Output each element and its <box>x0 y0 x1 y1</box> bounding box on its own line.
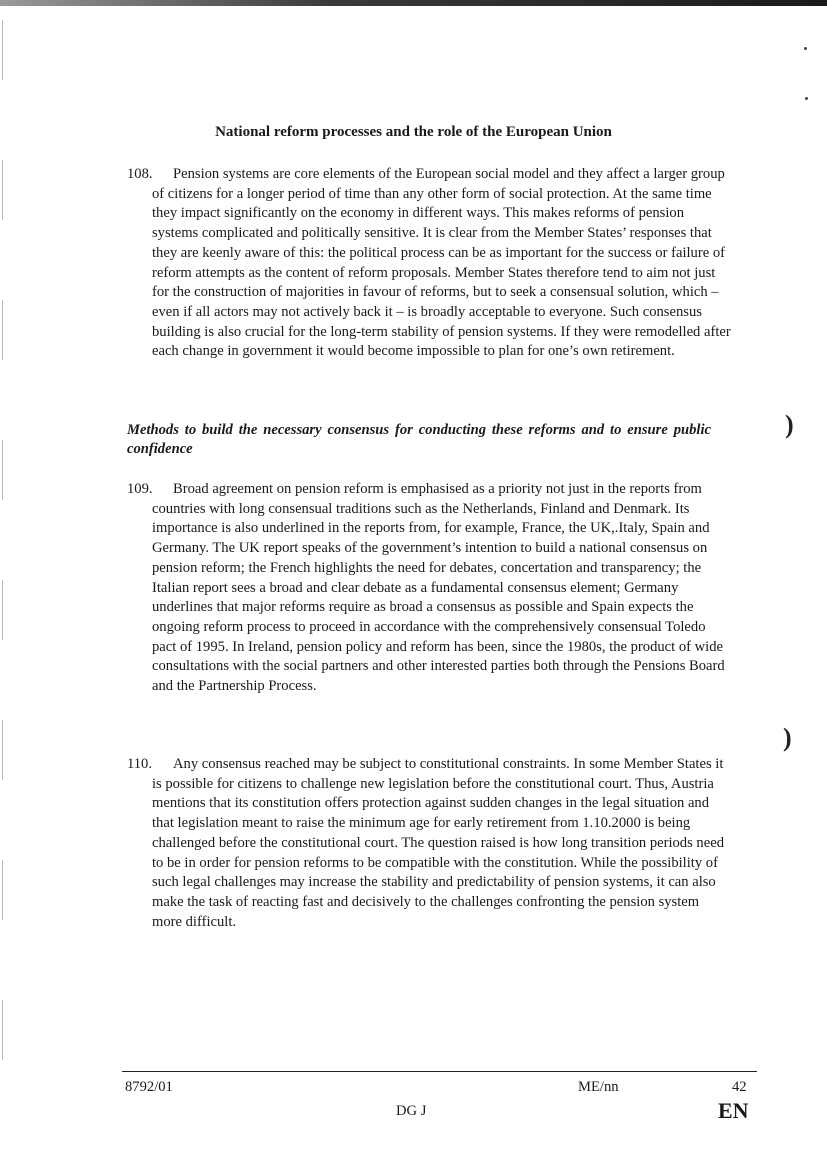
footer-initials: ME/nn <box>578 1079 619 1095</box>
paragraph-108 <box>127 165 732 362</box>
section-heading: National reform processes and the role of the European Union <box>215 124 612 140</box>
paragraph-110 <box>127 755 732 932</box>
paragraph-number: 110. <box>127 756 152 772</box>
paragraph-text: Any consensus reached may be subject to constitutional constraints. In some Member States it is possible for citizens to challenge new legislation before the constitutional court. Thus, Austria mentions that its constitution offers protection against sudden changes in the legal situation and that legislation meant to raise the minimum age for early retirement from 1.10.2000 is being challenged before the constitutional court. The question raised is how long transition periods need to be in order for pension reforms to be compatible with the constitution. While the possibility of such legal challenges may increase the stability and predictability of pension systems, it can also make the task of reacting fast and decisively to the challenges confronting the pension system more difficult. <box>152 756 724 930</box>
scan-left-edge <box>2 20 3 1080</box>
scan-speck <box>804 47 807 50</box>
paragraph-109 <box>127 480 732 697</box>
footer-page-number: 42 <box>732 1079 747 1095</box>
paragraph-number: 109. <box>127 481 153 497</box>
footer-language-code: EN <box>718 1098 749 1123</box>
binding-hole-mark: ) <box>783 723 792 752</box>
footer-directorate: DG J <box>396 1103 427 1119</box>
subsection-heading: Methods to build the necessary consensus for conducting these reforms and to ensure public confidence <box>127 422 711 457</box>
paragraph-text: Pension systems are core elements of the European social model and they affect a larger group of citizens for a longer period of time than any other form of social protection. At the same time they impact significantly on the economy in different ways. This makes reforms of pension systems complicated and politically sensitive. It is clear from the Member States’ responses that they are keenly aware of this: the political process can be as important for the success or failure of reform attempts as the content of reform proposals. Member States therefore tend to aim not just for the construction of majorities in favour of reforms, but to seek a consensual solution, which – even if all actors may not actively back it – is broadly acceptable to everyone. Such consensus building is also crucial for the long-term stability of pension systems. If they were remodelled after each change in government it would become impossible to plan for one’s own retirement. <box>152 166 731 360</box>
binding-hole-mark: ) <box>785 410 794 439</box>
paragraph-number: 108. <box>127 166 153 182</box>
footer-doc-number: 8792/01 <box>125 1079 173 1095</box>
paragraph-text: Broad agreement on pension reform is emphasised as a priority not just in the reports from countries with long consensual traditions such as the Netherlands, Finland and Denmark. Its importance is also underlined in the reports from, for example, France, the UK,.Italy, Spain and Germany. The UK report speaks of the government’s intention to build a national consensus on pension reform; the French highlights the need for debates, concertation and transparency; the Italian report sees a broad and clear debate as a fundamental consensus element; Germany underlines that major reforms require as broad a consensus as possible and Spain expects the ongoing reform process to proceed in accordance with the comprehensively consensual Toledo pact of 1995. In Ireland, pension policy and reform has been, since the 1980s, the product of wide consultations with the social partners and other interested parties both through the Pensions Board and the Partnership Process. <box>152 481 725 695</box>
scan-top-edge <box>0 0 827 6</box>
scan-speck <box>805 97 808 100</box>
footer-divider <box>122 1071 757 1072</box>
